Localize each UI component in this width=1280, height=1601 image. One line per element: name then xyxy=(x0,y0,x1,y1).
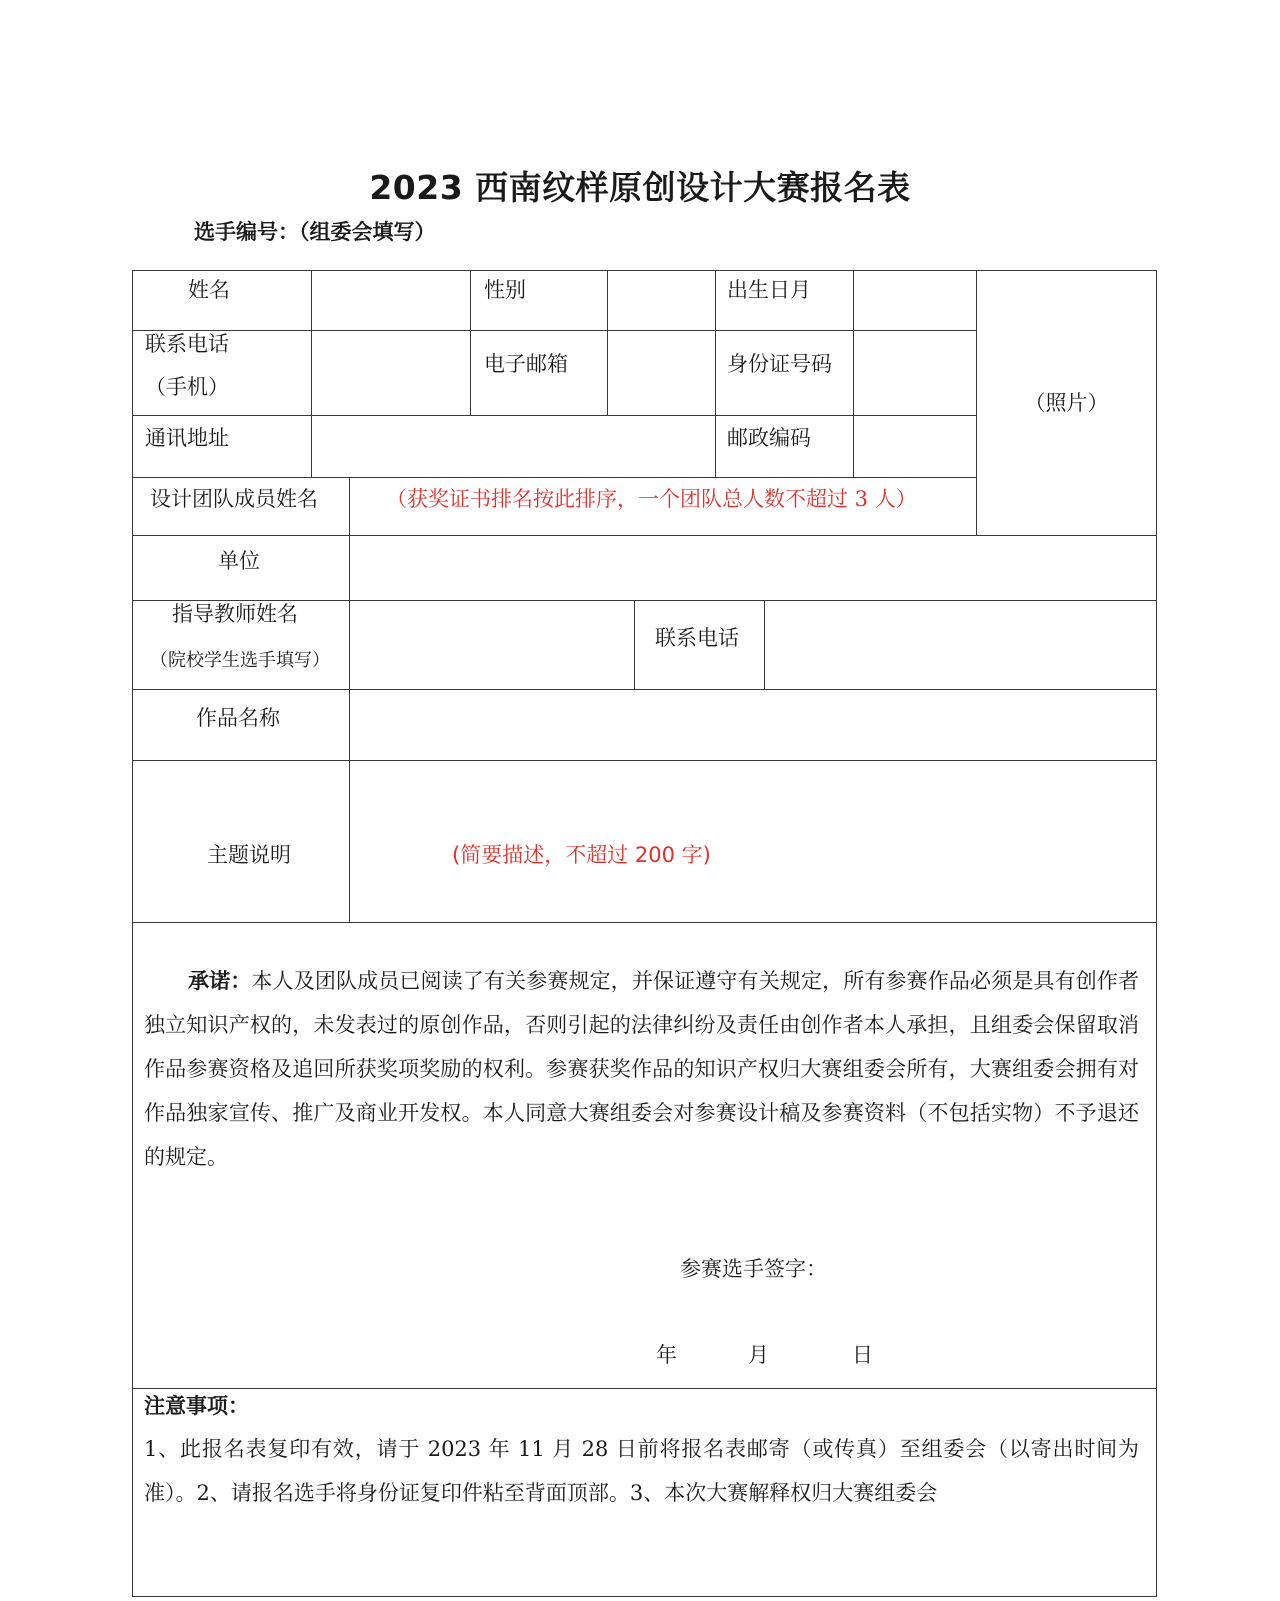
team-members-label: 设计团队成员姓名 xyxy=(150,487,318,511)
date-day-label: 日 xyxy=(852,1343,873,1367)
theme-label: 主题说明 xyxy=(207,843,291,867)
form-title: 2023 西南纹样原创设计大赛报名表 xyxy=(369,168,911,207)
notes-title: 注意事项： xyxy=(144,1394,249,1418)
phone-mobile-label: （手机） xyxy=(145,375,229,399)
email-label: 电子邮箱 xyxy=(484,352,568,376)
contestant-number-label: 选手编号：（组委会填写） xyxy=(194,220,436,244)
id-number-label: 身份证号码 xyxy=(727,352,832,376)
unit-label: 单位 xyxy=(218,549,260,573)
postcode-label: 邮政编码 xyxy=(727,426,811,450)
gender-label: 性别 xyxy=(484,278,526,302)
work-name-label: 作品名称 xyxy=(196,706,280,730)
teacher-phone-label: 联系电话 xyxy=(655,626,739,650)
teacher-note-label: （院校学生选手填写） xyxy=(150,650,330,671)
address-label: 通讯地址 xyxy=(145,426,229,450)
teacher-name-label: 指导教师姓名 xyxy=(172,602,298,626)
date-month-label: 月 xyxy=(748,1343,769,1367)
phone-label: 联系电话 xyxy=(145,332,229,356)
notes-text: 1、此报名表复印有效，请于 2023 年 11 月 28 日前将报名表邮寄（或传真）至组委会（以寄出时间为准）。2、请报名选手将身份证复印件粘至背面顶部。3、本次大赛解释权归大赛组委会 xyxy=(144,1437,1139,1505)
theme-note: (简要描述，不超过 200 字) xyxy=(452,843,711,867)
date-year-label: 年 xyxy=(656,1343,677,1367)
signature-label: 参赛选手签字： xyxy=(680,1257,827,1281)
pledge-label: 承诺： xyxy=(188,969,252,993)
pledge-text: 本人及团队成员已阅读了有关参赛规定，并保证遵守有关规定，所有参赛作品必须是具有创作者独立知识产权的，未发表过的原创作品，否则引起的法律纠纷及责任由创作者本人承担，且组委会保留取消作品参赛资格及追回所获奖项奖励的权利。参赛获奖作品的知识产权归大赛组委会所有，大赛组委会拥有对作品独家宣传、推广及商业开发权。本人同意大赛组委会对参赛设计稿及参赛资料（不包括实物）不予退还的规定。 xyxy=(144,969,1140,1169)
team-note: （获奖证书排名按此排序，一个团队总人数不超过 3 人） xyxy=(386,487,917,511)
photo-placeholder: （照片） xyxy=(1024,391,1109,415)
birth-date-label: 出生日月 xyxy=(727,278,811,302)
pledge-paragraph xyxy=(144,959,1139,1179)
name-label: 姓名 xyxy=(188,278,230,302)
